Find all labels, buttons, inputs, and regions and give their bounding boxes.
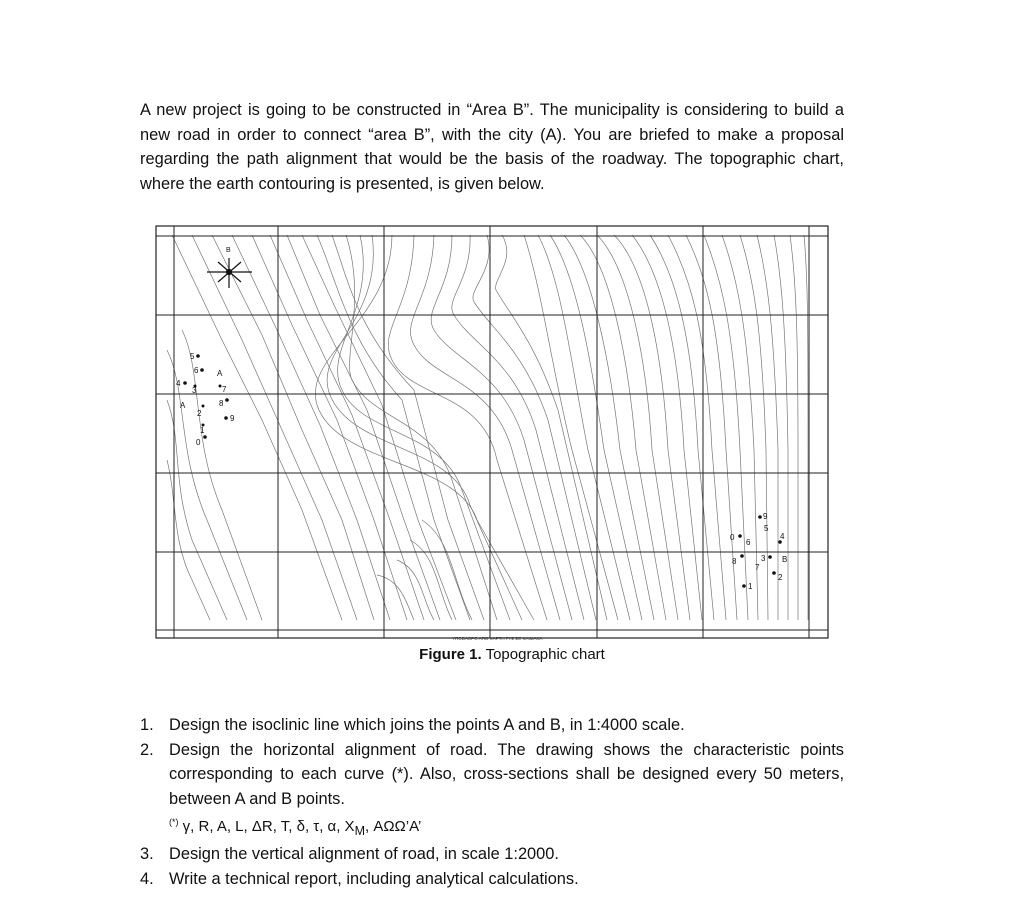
point-label: 8 <box>732 557 737 566</box>
curve-symbols <box>169 811 844 842</box>
point-label: 1 <box>200 426 205 435</box>
map-footer: ΥΠΟΒΑΘΡΟ ΑΠΟ ΧΑΡΤΗ ΓΥΣ ΣΕ ΚΛΙΜΑΚΑ <box>452 636 543 641</box>
north-label: B <box>226 247 231 254</box>
task-text: Design the isoclinic line which joins the points A and B, in 1:4000 scale. <box>169 716 685 734</box>
task-number: 4. <box>140 869 154 888</box>
topographic-chart <box>152 220 830 649</box>
figure-caption <box>0 646 1024 663</box>
point-label: 3 <box>192 386 197 395</box>
task-item <box>140 842 844 867</box>
task-text: Design the horizontal alignment of road. The drawing shows the characteristic points corresponding to each curve (*). Also, cross-sections shall be designed every 50 meters, between A and B points. <box>169 740 844 808</box>
symbols-mark: (*) <box>169 817 179 827</box>
task-text: Write a technical report, including analytical calculations. <box>169 869 579 888</box>
area-b-label: B <box>782 555 788 564</box>
area-a-label-top: A <box>217 369 223 378</box>
point-label: 7 <box>222 385 227 394</box>
task-number: 2. <box>140 740 154 759</box>
intro-paragraph: A new project is going to be constructed in “Area B”. The municipality is considering to build a new road in order to connect “area B”, with the city (A). You are briefed to make a proposal regarding the path alignment that would be the basis of the roadway. The topographic chart, where the earth contouring is presented, is given below. <box>140 101 844 193</box>
point-label: 5 <box>764 524 769 533</box>
point-label: 9 <box>230 414 235 423</box>
task-number: 3. <box>140 845 154 863</box>
point-label: 4 <box>780 532 785 541</box>
point-label: 0 <box>730 533 735 542</box>
point-label: 4 <box>176 379 181 388</box>
task-text: Design the vertical alignment of road, in scale 1:2000. <box>169 845 559 863</box>
symbols-sub: M <box>354 824 365 838</box>
task-item <box>140 713 844 738</box>
point-label: 5 <box>190 352 195 361</box>
point-label: 0 <box>196 438 201 447</box>
point-label: 2 <box>778 573 783 582</box>
task-item <box>140 867 844 892</box>
figure-caption-text: Topographic chart <box>481 646 605 663</box>
task-list <box>140 713 844 891</box>
point-label: 3 <box>761 554 766 563</box>
point-label: 9 <box>763 512 768 521</box>
task-number: 1. <box>140 716 154 734</box>
point-label: 6 <box>194 366 199 375</box>
point-label: 2 <box>197 409 202 418</box>
point-label: 8 <box>219 399 224 408</box>
symbols-text: γ, R, A, L, ΔR, T, δ, τ, α, X <box>178 818 355 835</box>
point-label: 1 <box>748 582 753 591</box>
point-label: 7 <box>755 563 760 572</box>
task-item <box>140 738 844 843</box>
area-a-label: A <box>180 401 186 410</box>
symbols-end: , ΑΩΩ’Α’ <box>365 818 422 835</box>
figure-caption-label: Figure 1. <box>419 646 482 663</box>
point-label: 6 <box>746 538 751 547</box>
